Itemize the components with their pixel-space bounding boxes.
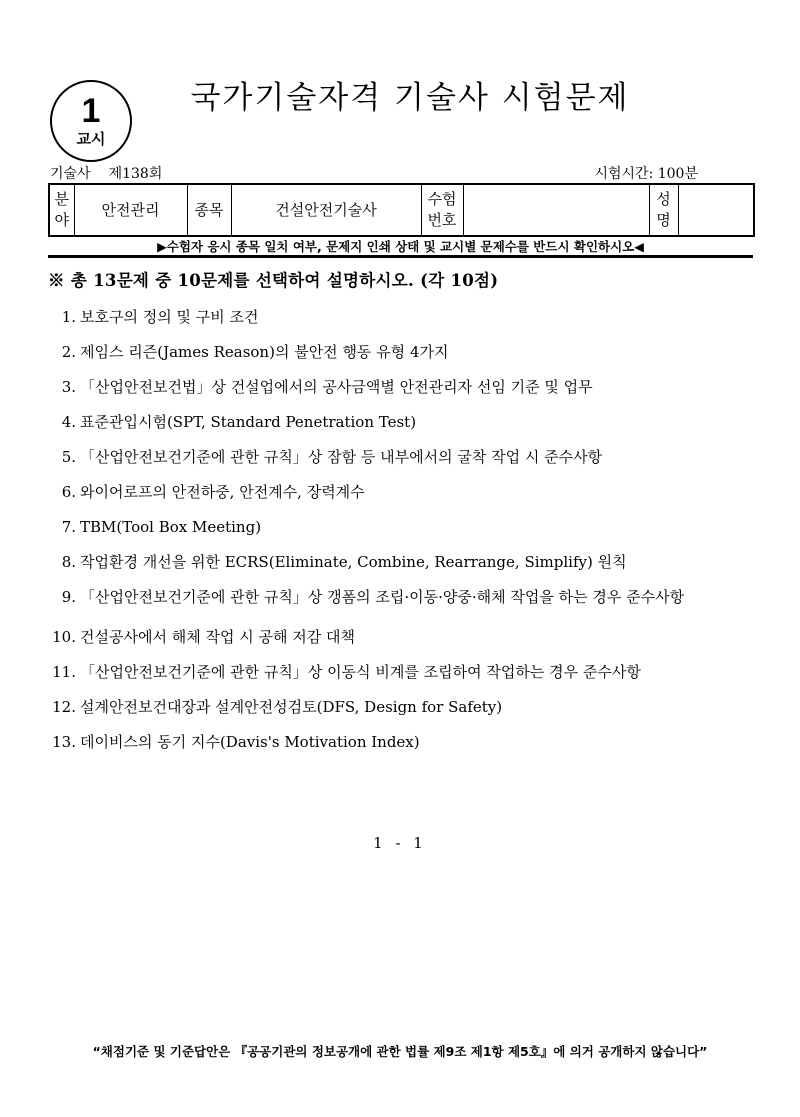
question-text: 제임스 리즌(James Reason)의 불안전 행동 유형 4가지	[80, 343, 449, 361]
question-item	[48, 663, 760, 681]
question-item	[48, 733, 760, 751]
instruction-text: ※ 총 13문제 중 10문제를 선택하여 설명하시오. (각 10점)	[48, 271, 499, 290]
question-number: 4.	[61, 413, 76, 431]
exam-number-label	[421, 184, 463, 236]
question-item	[48, 483, 760, 501]
question-number: 10.	[52, 628, 76, 646]
question-number: 12.	[52, 698, 76, 716]
session-badge	[50, 80, 132, 162]
question-text: 데이비스의 동기 지수(Davis's Motivation Index)	[80, 733, 420, 751]
field-label-line1: 분	[54, 190, 69, 208]
question-number: 11.	[52, 663, 76, 681]
question-item	[48, 553, 760, 571]
notice-banner: ▶수험자 응시 종목 일치 여부, 문제지 인쇄 상태 및 교시별 문제수를 반드시 확인하시오◀	[48, 238, 753, 258]
question-item	[48, 413, 760, 431]
page-title: 국가기술자격 기술사 시험문제	[190, 80, 630, 116]
question-text: 표준관입시험(SPT, Standard Penetration Test)	[80, 413, 417, 431]
question-item	[48, 378, 760, 396]
name-label	[649, 184, 678, 236]
question-text: TBM(Tool Box Meeting)	[80, 518, 262, 536]
exam-meta	[50, 163, 162, 183]
exam-time: 시험시간: 100분	[594, 166, 698, 182]
session-label: 교시	[76, 130, 106, 148]
name-field[interactable]	[678, 184, 754, 236]
question-text: 「산업안전보건기준에 관한 규칙」상 이동식 비계를 조립하여 작업하는 경우 준수사항	[80, 663, 641, 681]
question-number: 6.	[61, 483, 76, 501]
question-text: 건설공사에서 해체 작업 시 공해 저감 대책	[80, 628, 355, 646]
question-number: 2.	[61, 343, 76, 361]
candidate-info-table	[48, 183, 755, 237]
exam-number-field[interactable]	[463, 184, 649, 236]
exam-type: 기술사	[50, 166, 91, 182]
question-item	[48, 518, 760, 536]
question-number: 7.	[61, 518, 76, 536]
question-text: 설계안전보건대장과 설계안전성검토(DFS, Design for Safety)	[80, 698, 503, 716]
field-label-line2: 야	[54, 211, 69, 229]
question-number: 3.	[61, 378, 76, 396]
session-number: 1	[81, 92, 101, 130]
footer-notice: “채점기준 및 기준답안은 『공공기관의 정보공개에 관한 법률 제9조 제1항 제5호』에 의거 공개하지 않습니다”	[92, 1044, 708, 1059]
field-label	[49, 184, 74, 236]
question-item	[48, 628, 760, 646]
question-text: 「산업안전보건법」상 건설업에서의 공사금액별 안전관리자 선임 기준 및 업무	[80, 378, 593, 396]
question-text: 「산업안전보건기준에 관한 규칙」상 잠함 등 내부에서의 굴착 작업 시 준수사항	[80, 448, 603, 466]
category-label: 종목	[187, 184, 231, 236]
page-number: 1 - 1	[373, 834, 427, 852]
question-number: 5.	[61, 448, 76, 466]
name-label-line1: 성	[656, 190, 671, 208]
question-item	[48, 343, 760, 361]
question-number: 13.	[52, 733, 76, 751]
field-value: 안전관리	[74, 184, 187, 236]
exam-number-label-line2: 번호	[427, 211, 457, 229]
question-number: 1.	[61, 308, 76, 326]
question-item	[48, 588, 760, 612]
question-item	[48, 698, 760, 716]
question-text: 「산업안전보건기준에 관한 규칙」상 갱폼의 조립·이동·양중·해체 작업을 하는 경우 준수사항	[80, 588, 685, 606]
question-number: 8.	[61, 553, 76, 571]
exam-number-label-line1: 수험	[427, 190, 457, 208]
question-text: 와이어로프의 안전하중, 안전계수, 장력계수	[80, 483, 365, 501]
question-text: 보호구의 정의 및 구비 조건	[80, 308, 259, 326]
question-item	[48, 308, 760, 326]
name-label-line2: 명	[656, 211, 671, 229]
category-value: 건설안전기술사	[231, 184, 421, 236]
question-list	[48, 308, 760, 768]
question-number: 9.	[61, 588, 76, 606]
question-text: 작업환경 개선을 위한 ECRS(Eliminate, Combine, Rearrange, Simplify) 원칙	[80, 553, 627, 571]
exam-round: 제138회	[108, 166, 163, 182]
question-item	[48, 448, 760, 466]
